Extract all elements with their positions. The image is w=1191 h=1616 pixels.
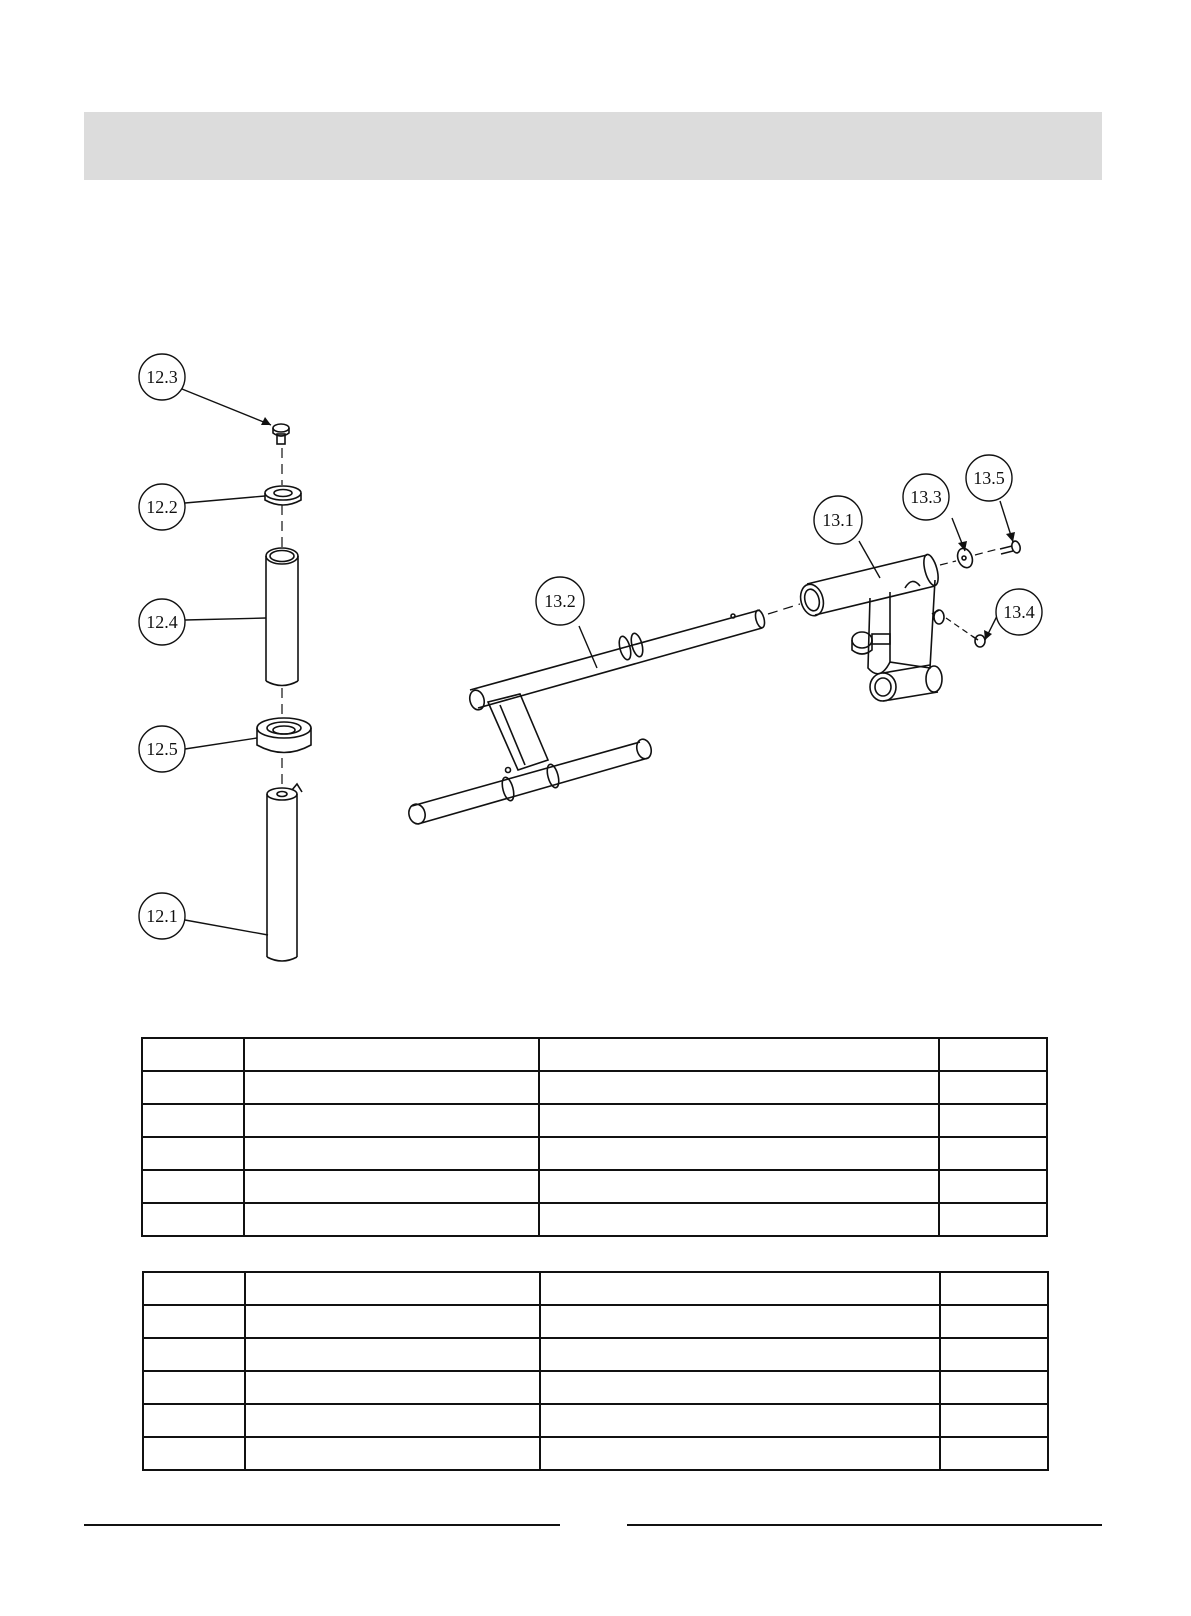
callout-12-2: 12.2 [146,497,178,517]
table-cell [143,1404,245,1437]
table-cell [245,1338,540,1371]
part-13-3-washer [940,546,998,570]
parts-table-13 [142,1271,1049,1471]
table-cell [245,1371,540,1404]
callout-12-1: 12.1 [146,906,178,926]
table-cell [143,1272,245,1305]
table-cell [142,1137,244,1170]
parts-table-13-body [143,1272,1048,1470]
table-row [143,1371,1048,1404]
callout-13-4: 13.4 [1003,602,1035,622]
table-cell [939,1104,1047,1137]
table-cell [940,1437,1048,1470]
table-cell [142,1071,244,1104]
callout-12-5: 12.5 [146,739,178,759]
table-cell [540,1305,940,1338]
part-12-4-tube [266,548,298,686]
part-13-5-screw [1000,540,1021,554]
callout-12-4: 12.4 [146,612,178,632]
table-row [143,1305,1048,1338]
table-cell [540,1437,940,1470]
callout-13-5: 13.5 [973,468,1005,488]
part-12-1-shaft [267,784,302,961]
callout-13-2: 13.2 [544,591,576,611]
table-cell [245,1272,540,1305]
table-cell [940,1371,1048,1404]
table-cell [142,1203,244,1236]
table-cell [143,1338,245,1371]
table-cell [940,1305,1048,1338]
table-cell [540,1371,940,1404]
callout-leaders [182,389,1013,935]
table-cell [244,1137,539,1170]
table-row [142,1170,1047,1203]
table-cell [539,1038,939,1071]
table-cell [244,1071,539,1104]
callout-13-1: 13.1 [822,510,854,530]
table-cell [143,1305,245,1338]
assembly-12 [257,424,311,961]
footer-rule-right [627,1524,1102,1526]
table-cell [939,1170,1047,1203]
table-cell [939,1071,1047,1104]
parts-table-12 [141,1037,1048,1237]
callout-12-3: 12.3 [146,367,178,387]
callout-circles [139,354,1042,939]
table-cell [540,1404,940,1437]
table-cell [539,1203,939,1236]
part-13-4-screw [946,618,985,647]
table-cell [939,1203,1047,1236]
assembly-13 [407,540,1022,826]
part-12-5-bearing [257,718,311,753]
table-cell [939,1038,1047,1071]
table-row [142,1137,1047,1170]
table-cell [142,1104,244,1137]
parts-table-12-body [142,1038,1047,1236]
table-row [142,1071,1047,1104]
table-cell [142,1038,244,1071]
table-row [143,1404,1048,1437]
table-row [142,1104,1047,1137]
table-cell [244,1104,539,1137]
callout-13-3: 13.3 [910,487,942,507]
table-cell [245,1305,540,1338]
table-cell [244,1170,539,1203]
table-cell [540,1272,940,1305]
part-12-2-washer [265,486,301,505]
table-cell [539,1104,939,1137]
table-row [143,1437,1048,1470]
table-cell [142,1170,244,1203]
table-cell [940,1272,1048,1305]
table-cell [143,1371,245,1404]
table-row [143,1338,1048,1371]
table-cell [245,1437,540,1470]
table-cell [539,1137,939,1170]
table-cell [244,1203,539,1236]
table-cell [244,1038,539,1071]
table-row [143,1272,1048,1305]
table-cell [539,1170,939,1203]
table-cell [940,1338,1048,1371]
footer-rule-left [84,1524,560,1526]
table-cell [940,1404,1048,1437]
part-12-3-screw [273,424,289,444]
part-13-1-pivot [797,553,944,701]
table-row [142,1038,1047,1071]
callout-arrowheads [261,417,1015,640]
table-row [142,1203,1047,1236]
table-cell [143,1437,245,1470]
table-cell [245,1404,540,1437]
table-cell [539,1071,939,1104]
table-cell [540,1338,940,1371]
table-cell [939,1137,1047,1170]
